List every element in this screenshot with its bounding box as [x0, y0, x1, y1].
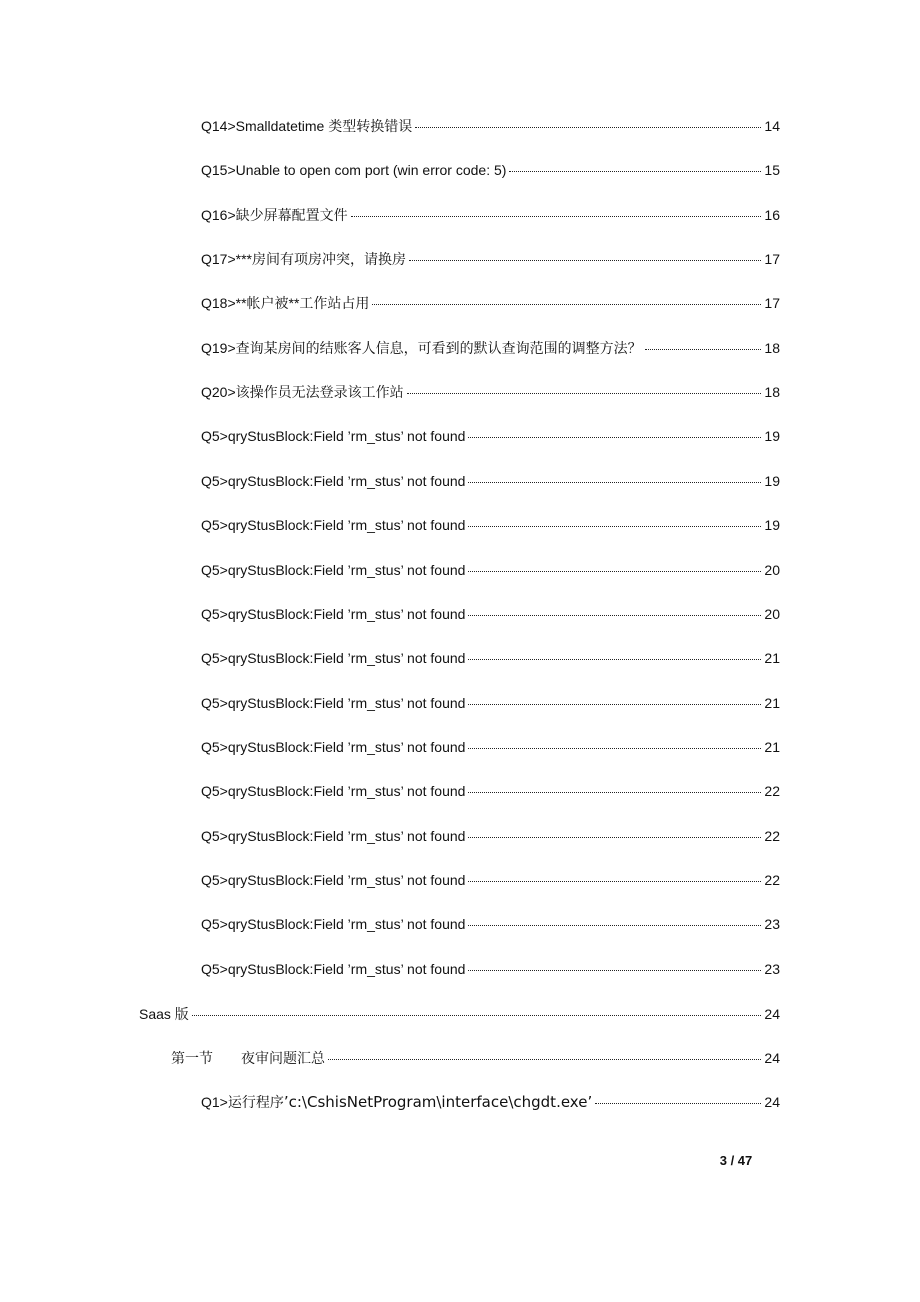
toc-entry-page: 20 — [764, 606, 780, 622]
toc-entry-label: Q14>Smalldatetime 类型转换错误 — [201, 118, 413, 134]
dot-leader — [468, 970, 761, 971]
toc-entry-label: Q5>qryStusBlock:Field ’rm_stus’ not found — [201, 562, 466, 578]
toc-entry-label: Q5>qryStusBlock:Field ’rm_stus’ not found — [201, 961, 466, 977]
section-number: 第一节 — [171, 1050, 213, 1066]
toc-entry[interactable] — [201, 914, 780, 934]
toc-entry-page: 19 — [764, 473, 780, 489]
toc-entry-section[interactable] — [171, 1048, 780, 1068]
toc-entry-page: 22 — [764, 828, 780, 844]
page-number: 3 / 47 — [719, 1153, 753, 1168]
toc-entry-page: 24 — [764, 1050, 780, 1066]
toc-entry[interactable] — [201, 293, 780, 313]
toc-entry[interactable] — [201, 648, 780, 668]
toc-entry[interactable] — [201, 781, 780, 801]
toc-entry-label: Q16>缺少屏幕配置文件 — [201, 207, 348, 223]
toc-entry-label: Q5>qryStusBlock:Field ’rm_stus’ not found — [201, 872, 466, 888]
dot-leader — [468, 526, 761, 527]
toc-entry-label: Q15>Unable to open com port (win error code: 5) — [201, 162, 507, 178]
dot-leader — [468, 881, 761, 882]
toc-entry-page: 17 — [764, 251, 780, 267]
toc-entry-saas[interactable] — [139, 1004, 780, 1024]
toc-entry-label: Q5>qryStusBlock:Field ’rm_stus’ not found — [201, 650, 466, 666]
dot-leader — [468, 792, 761, 793]
toc-entry[interactable] — [201, 604, 780, 624]
toc-entry-label: Q17>***房间有项房冲突，请换房 — [201, 251, 406, 267]
toc-entry-page: 22 — [764, 872, 780, 888]
toc-entry-page: 23 — [764, 961, 780, 977]
dot-leader — [409, 260, 761, 261]
toc-entry[interactable] — [201, 959, 780, 979]
toc-entry-page: 24 — [764, 1006, 780, 1022]
toc-entry-page: 19 — [764, 428, 780, 444]
toc-entry[interactable] — [201, 471, 780, 491]
toc-entry-page: 21 — [764, 650, 780, 666]
dot-leader — [415, 127, 761, 128]
toc-entry-q1[interactable] — [201, 1092, 780, 1112]
toc-entry[interactable] — [201, 338, 780, 358]
dot-leader — [351, 216, 762, 217]
dot-leader — [468, 659, 761, 660]
dot-leader — [468, 704, 761, 705]
toc-entry[interactable] — [201, 382, 780, 402]
toc-entry[interactable] — [201, 426, 780, 446]
dot-leader — [468, 482, 761, 483]
toc-entry-label: Q5>qryStusBlock:Field ’rm_stus’ not found — [201, 828, 466, 844]
toc-entry[interactable] — [201, 160, 780, 180]
toc-entry-page: 21 — [764, 695, 780, 711]
toc-entry[interactable] — [201, 693, 780, 713]
toc-entry[interactable] — [201, 116, 780, 136]
toc-entry[interactable] — [201, 205, 780, 225]
toc-entry-label: Q5>qryStusBlock:Field ’rm_stus’ not found — [201, 739, 466, 755]
toc-entry[interactable] — [201, 870, 780, 890]
toc-entry-page: 24 — [764, 1094, 780, 1110]
toc-entry[interactable] — [201, 737, 780, 757]
dot-leader — [407, 393, 762, 394]
dot-leader — [372, 304, 761, 305]
toc-entry-page: 19 — [764, 517, 780, 533]
toc-entry-label: Q5>qryStusBlock:Field ’rm_stus’ not found — [201, 517, 466, 533]
toc-entry-page: 14 — [764, 118, 780, 134]
section-title: 夜审问题汇总 — [241, 1050, 325, 1066]
toc-entry-label: Q5>qryStusBlock:Field ’rm_stus’ not found — [201, 428, 466, 444]
toc-entry-label: Q18>**帐户被**工作站占用 — [201, 295, 370, 311]
toc-entry-page: 18 — [764, 384, 780, 400]
toc-entry-page: 23 — [764, 916, 780, 932]
toc-entry[interactable] — [201, 515, 780, 535]
toc-entry-page: 17 — [764, 295, 780, 311]
toc-entry-label: Q5>qryStusBlock:Field ’rm_stus’ not found — [201, 783, 466, 799]
toc-entry-page: 16 — [764, 207, 780, 223]
dot-leader — [468, 837, 761, 838]
toc-entry[interactable] — [201, 249, 780, 269]
toc-entry-label: Q5>qryStusBlock:Field ’rm_stus’ not found — [201, 473, 466, 489]
dot-leader — [509, 171, 761, 172]
dot-leader — [468, 437, 761, 438]
toc-entry-label: Q19>查询某房间的结账客人信息，可看到的默认查询范围的调整方法？ — [201, 340, 642, 356]
toc-entry-label: Saas 版 — [139, 1006, 189, 1022]
toc-entry-page: 18 — [764, 340, 780, 356]
dot-leader — [468, 925, 761, 926]
dot-leader — [468, 571, 761, 572]
dot-leader — [468, 615, 761, 616]
toc-entry-label: Q5>qryStusBlock:Field ’rm_stus’ not found — [201, 916, 466, 932]
toc-entry-path: ’c:\CshisNetProgram\interface\chgdt.exe’ — [283, 1093, 593, 1111]
toc-entry-label: Q5>qryStusBlock:Field ’rm_stus’ not found — [201, 695, 466, 711]
dot-leader — [328, 1059, 761, 1060]
toc-entry-page: 15 — [764, 162, 780, 178]
dot-leader — [595, 1103, 761, 1104]
dot-leader — [192, 1015, 762, 1016]
dot-leader — [645, 349, 762, 350]
toc-entry-page: 21 — [764, 739, 780, 755]
toc-entry-page: 20 — [764, 562, 780, 578]
toc-entry-label: Q5>qryStusBlock:Field ’rm_stus’ not found — [201, 606, 466, 622]
toc-entry-page: 22 — [764, 783, 780, 799]
toc-entry[interactable] — [201, 826, 780, 846]
toc-entry-label: Q20>该操作员无法登录该工作站 — [201, 384, 404, 400]
toc-entry-prefix: Q1>运行程序 — [201, 1094, 284, 1110]
toc-entry[interactable] — [201, 560, 780, 580]
dot-leader — [468, 748, 761, 749]
